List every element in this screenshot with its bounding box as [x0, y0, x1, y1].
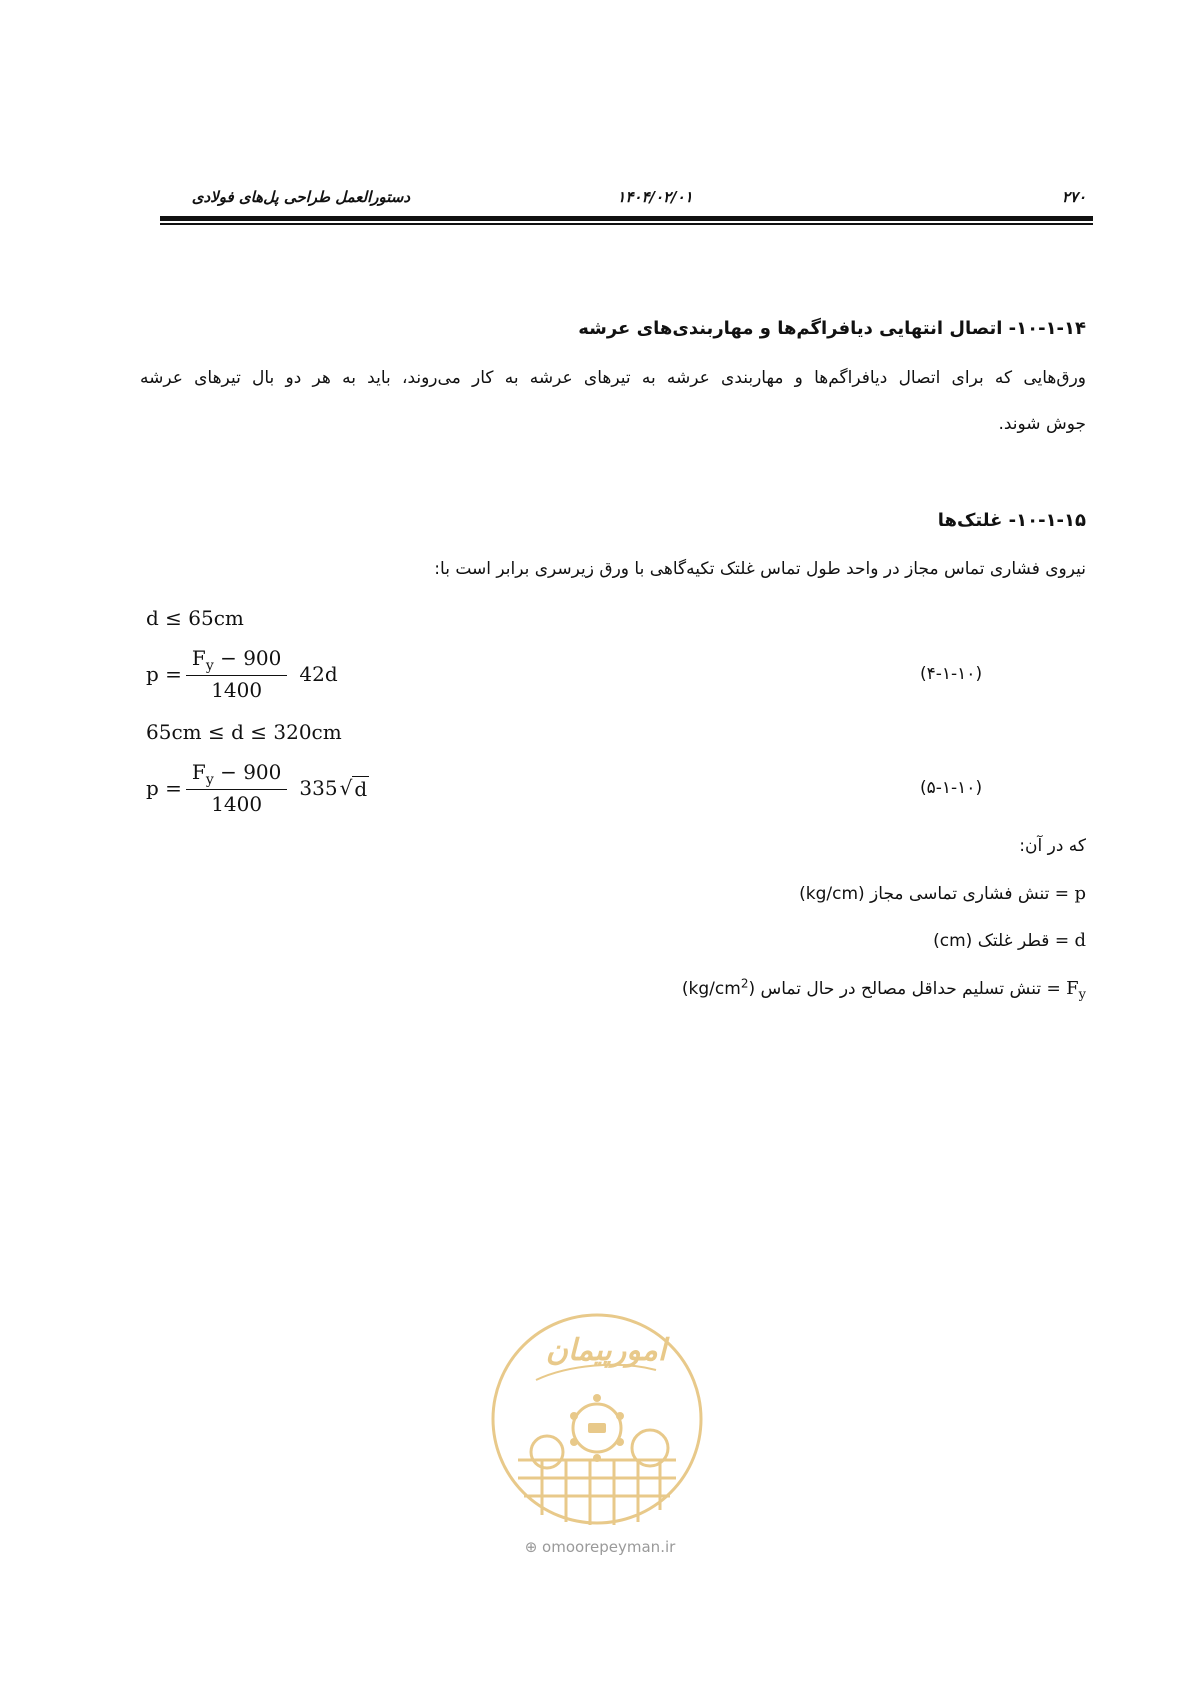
- equation-2: [146, 758, 369, 818]
- definition-fy-text: = تنش تسلیم حداقل مصالح در حال تماس $(kg/cm^2)$: [681, 976, 1061, 999]
- definition-p-text: = تنش فشاری تماسی مجاز (kg/cm): [799, 884, 1070, 904]
- header-date: ۱۴۰۴/۰۲/۰۱: [617, 188, 693, 206]
- watermark-logo: [488, 1310, 706, 1528]
- header-rule-thin: [160, 223, 1093, 225]
- watermark-logo-text: امورپیمان: [545, 1333, 667, 1368]
- equation-2-fraction: [186, 760, 287, 816]
- equation-2-radicand: d: [354, 776, 368, 801]
- definition-p: [600, 883, 1086, 904]
- definition-fy: [500, 976, 1086, 1002]
- sqrt-icon: √: [339, 776, 353, 800]
- watermark-url: ⊕ omoorepeyman.ir: [524, 1538, 676, 1556]
- condition-2: 65cm ≤ d ≤ 320cm: [146, 720, 342, 744]
- section-15-intro: نیروی فشاری تماس مجاز در واحد طول تماس غلتک تکیه‌گاهی با ورق زیرسری برابر است با:: [434, 559, 1086, 579]
- section-14-line1: ورق‌هایی که برای اتصال دیافراگم‌ها و مهاربندی عرشه به تیرهای عرشه به کار می‌روند، باید به هر دو بال تیرهای عرشه: [140, 368, 1086, 388]
- equation-1-lhs: p =: [146, 662, 182, 686]
- equation-2-numerator: $F_y - 900$: [186, 760, 287, 790]
- equation-2-lhs: p =: [146, 776, 182, 800]
- header-book-title: دستورالعمل طراحی پل‌های فولادی: [191, 188, 410, 206]
- equation-1-denominator: 1400: [211, 678, 263, 702]
- equation-1: [146, 644, 338, 704]
- equation-2-denominator: 1400: [211, 792, 263, 816]
- equation-1-fraction: [186, 646, 287, 702]
- definition-d-text: = قطر غلتک (cm): [933, 931, 1070, 951]
- section-15-heading: ۱۰-۱-۱۵- غلتک‌ها: [937, 510, 1086, 531]
- section-14-line2: جوش شوند.: [998, 414, 1086, 434]
- equation-1-factor: 42d: [299, 662, 338, 686]
- header-rule-thick: [160, 216, 1093, 221]
- header-page-number: ۲۷۰: [1061, 188, 1086, 206]
- equation-2-factor: 335: [299, 776, 338, 800]
- globe-icon: ⊕: [524, 1538, 538, 1556]
- definition-d-symbol: d: [1074, 930, 1086, 951]
- section-14-heading: ۱۰-۱-۱۴- اتصال انتهایی دیافراگم‌ها و مهاربندی‌های عرشه: [578, 318, 1086, 339]
- definition-p-symbol: p: [1074, 883, 1086, 904]
- equation-1-numerator: $F_y - 900$: [186, 646, 287, 676]
- where-label: که در آن:: [1019, 836, 1086, 856]
- definition-d: [600, 930, 1086, 951]
- equation-1-number: (۴-۱-۱۰): [920, 664, 983, 684]
- definition-fy-symbol: $F_y$: [1066, 977, 1086, 1003]
- condition-1: d ≤ 65cm: [146, 606, 244, 630]
- equation-2-number: (۵-۱-۱۰): [920, 778, 983, 798]
